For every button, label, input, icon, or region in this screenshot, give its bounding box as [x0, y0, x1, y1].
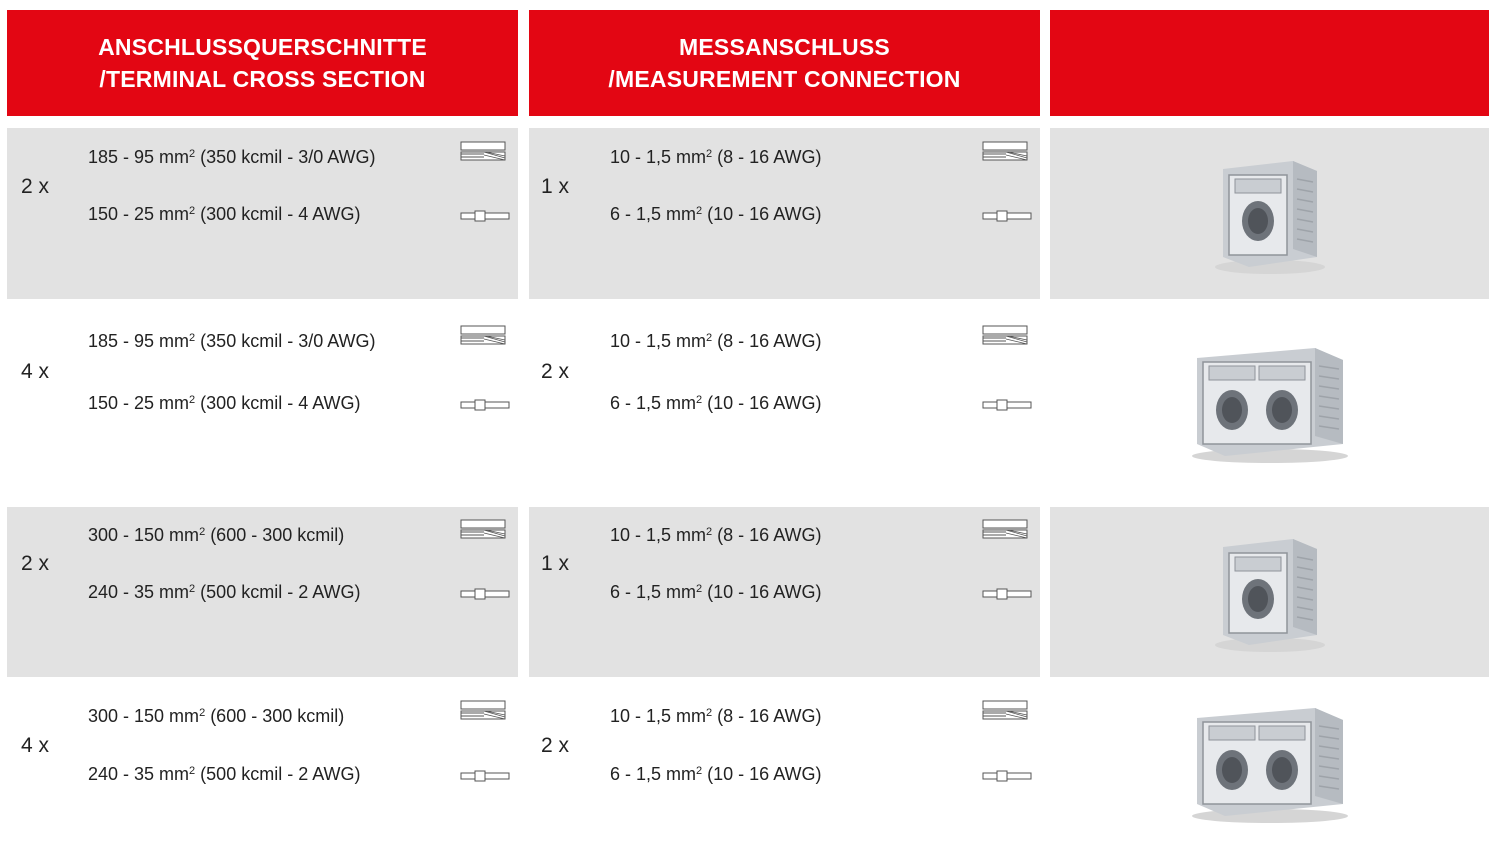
row-1-terminal-spec-1: [88, 147, 376, 168]
row-1-terminal-spec-2-unit-exponent: 2: [189, 205, 196, 217]
row-1-measure-spec-1: [610, 147, 822, 168]
row-3-measure-spec-1-unit-exponent: 2: [706, 526, 713, 538]
row-1-measure-spec-2-range: 6 - 1,5 mm: [610, 204, 697, 224]
row-3-measure-ferrule-conductor-icon: [982, 587, 1032, 605]
row-2-terminal-block-icon: [1050, 306, 1489, 496]
row-4-measure-spec-1: [610, 706, 822, 727]
row-1-measure-stranded-conductor-icon: [982, 141, 1028, 166]
row-2-measure-ferrule-conductor-icon: [982, 398, 1032, 416]
row-3-terminal-spec-1-awg: (600 - 300 kcmil): [205, 525, 345, 545]
row-3-terminal-multiplier: 2 x: [21, 552, 50, 575]
row-1-measure-ferrule-conductor-icon: [982, 209, 1032, 227]
row-3-measure-stranded-conductor-icon: [982, 519, 1028, 544]
row-1-terminal-spec-2: [88, 204, 361, 225]
row-3-terminal-spec-2-range: 240 - 35 mm: [88, 582, 190, 602]
row-4-terminal-spec-1-awg: (600 - 300 kcmil): [205, 706, 345, 726]
row-2-terminal-spec-1-unit-exponent: 2: [189, 332, 196, 344]
row-2-terminal-spec-2-awg: (300 kcmil - 4 AWG): [195, 393, 361, 413]
row-3-terminal-spec-2-awg: (500 kcmil - 2 AWG): [195, 582, 361, 602]
row-2-measure-spec-2-unit-exponent: 2: [696, 394, 703, 406]
row-4-terminal-spec-2-range: 240 - 35 mm: [88, 764, 190, 784]
row-4-measure-multiplier: 2 x: [541, 734, 570, 757]
row-1-measure-spec-1-awg: (8 - 16 AWG): [712, 147, 822, 167]
row-3-measure-spec-2-awg: (10 - 16 AWG): [702, 582, 822, 602]
row-1-terminal-spec-2-awg: (300 kcmil - 4 AWG): [195, 204, 361, 224]
row-4-terminal-stranded-conductor-icon: [460, 700, 506, 725]
row-3-terminal-spec-2-unit-exponent: 2: [189, 583, 196, 595]
row-4-measure-spec-1-awg: (8 - 16 AWG): [712, 706, 822, 726]
row-2-terminal-ferrule-conductor-icon: [460, 398, 510, 416]
row-4-terminal-spec-1-range: 300 - 150 mm: [88, 706, 200, 726]
row-1-terminal-spec-1-awg: (350 kcmil - 3/0 AWG): [195, 147, 376, 167]
row-3-terminal-block-icon: [1050, 507, 1489, 677]
row-4-measure-ferrule-conductor-icon: [982, 769, 1032, 787]
row-2-measure-multiplier: 2 x: [541, 360, 570, 383]
header-measurement-connection: [529, 10, 1040, 116]
header-measurement-line1: MESSANSCHLUSS: [679, 34, 890, 60]
row-3-measure-spec-1: [610, 525, 822, 546]
row-4-terminal-ferrule-conductor-icon: [460, 769, 510, 787]
row-4-measure-spec-1-range: 10 - 1,5 mm: [610, 706, 707, 726]
row-1-terminal-spec-1-unit-exponent: 2: [189, 148, 196, 160]
row-1-measure-spec-1-range: 10 - 1,5 mm: [610, 147, 707, 167]
row-3-terminal-spec-1-unit-exponent: 2: [199, 526, 206, 538]
row-4-measure-spec-1-unit-exponent: 2: [706, 707, 713, 719]
row-4-terminal-spec-1: [88, 706, 344, 727]
row-4-measure-spec-2-range: 6 - 1,5 mm: [610, 764, 697, 784]
row-3-measure-spec-1-awg: (8 - 16 AWG): [712, 525, 822, 545]
row-4-terminal-spec-2-awg: (500 kcmil - 2 AWG): [195, 764, 361, 784]
row-1-measure-spec-2-awg: (10 - 16 AWG): [702, 204, 822, 224]
header-terminal-line2: /TERMINAL CROSS SECTION: [99, 66, 426, 92]
row-2-measure-spec-2-awg: (10 - 16 AWG): [702, 393, 822, 413]
row-4-terminal-block-icon: [1050, 686, 1489, 836]
row-2-measure-stranded-conductor-icon: [982, 325, 1028, 350]
row-3-terminal-stranded-conductor-icon: [460, 519, 506, 544]
row-4-terminal-spec-2: [88, 764, 361, 785]
header-terminal-line1: ANSCHLUSSQUERSCHNITTE: [98, 34, 427, 60]
row-4-terminal-multiplier: 4 x: [21, 734, 50, 757]
row-2-terminal-spec-2-unit-exponent: 2: [189, 394, 196, 406]
row-3-measure-spec-2: [610, 582, 822, 603]
row-1-terminal-block-icon: [1050, 128, 1489, 299]
row-3-terminal-spec-2: [88, 582, 361, 603]
row-1-measure-spec-2-unit-exponent: 2: [696, 205, 703, 217]
row-3-terminal-ferrule-conductor-icon: [460, 587, 510, 605]
row-2-terminal-spec-1-awg: (350 kcmil - 3/0 AWG): [195, 331, 376, 351]
row-4-measure-stranded-conductor-icon: [982, 700, 1028, 725]
row-1-terminal-ferrule-conductor-icon: [460, 209, 510, 227]
row-4-terminal-spec-1-unit-exponent: 2: [199, 707, 206, 719]
row-3-measure-spec-2-range: 6 - 1,5 mm: [610, 582, 697, 602]
row-3-measure-multiplier: 1 x: [541, 552, 570, 575]
row-2-terminal-spec-1-range: 185 - 95 mm: [88, 331, 190, 351]
row-4-terminal-spec-2-unit-exponent: 2: [189, 765, 196, 777]
row-2-terminal-spec-2: [88, 393, 361, 414]
row-2-measure-spec-2-range: 6 - 1,5 mm: [610, 393, 697, 413]
row-2-terminal-multiplier: 4 x: [21, 360, 50, 383]
row-2-measure-spec-1-awg: (8 - 16 AWG): [712, 331, 822, 351]
row-1-terminal-spec-2-range: 150 - 25 mm: [88, 204, 190, 224]
row-4-measure-spec-2-awg: (10 - 16 AWG): [702, 764, 822, 784]
row-2-terminal-spec-2-range: 150 - 25 mm: [88, 393, 190, 413]
row-4-measure-spec-2-unit-exponent: 2: [696, 765, 703, 777]
row-2-measure-spec-1: [610, 331, 822, 352]
row-1-terminal-spec-1-range: 185 - 95 mm: [88, 147, 190, 167]
row-1-terminal-multiplier: 2 x: [21, 175, 50, 198]
row-1-measure-spec-1-unit-exponent: 2: [706, 148, 713, 160]
row-3-terminal-spec-1: [88, 525, 344, 546]
row-3-measure-spec-2-unit-exponent: 2: [696, 583, 703, 595]
row-1-terminal-stranded-conductor-icon: [460, 141, 506, 166]
row-2-measure-spec-1-unit-exponent: 2: [706, 332, 713, 344]
row-2-terminal-stranded-conductor-icon: [460, 325, 506, 350]
row-2-measure-spec-2: [610, 393, 822, 414]
row-2-terminal-spec-1: [88, 331, 376, 352]
row-3-terminal-spec-1-range: 300 - 150 mm: [88, 525, 200, 545]
row-1-measure-spec-2: [610, 204, 822, 225]
header-measurement-line2: /MEASUREMENT CONNECTION: [608, 66, 961, 92]
header-product-image: [1050, 10, 1489, 116]
row-2-measure-spec-1-range: 10 - 1,5 mm: [610, 331, 707, 351]
row-3-measure-spec-1-range: 10 - 1,5 mm: [610, 525, 707, 545]
row-4-measure-spec-2: [610, 764, 822, 785]
header-terminal-cross-section: [7, 10, 518, 116]
row-1-measure-multiplier: 1 x: [541, 175, 570, 198]
